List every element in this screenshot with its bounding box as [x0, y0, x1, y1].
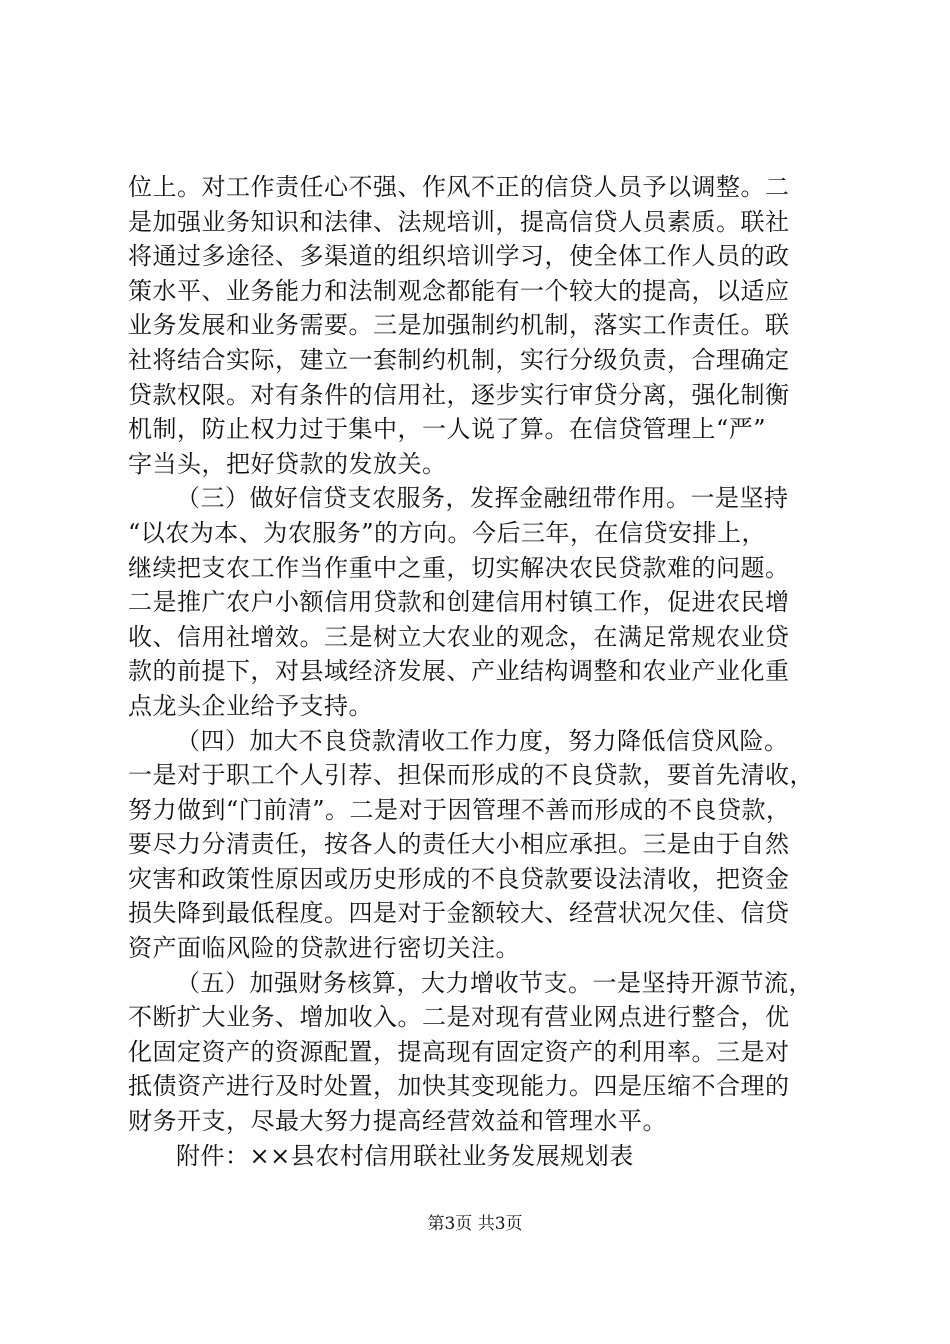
text-line: （四）加大不良贷款清收工作力度，努力降低信贷风险。 [176, 726, 789, 755]
text-line: （五）加强财务核算，大力增收节支。一是坚持开源节流， [176, 968, 813, 997]
text-line: 一是对于职工个人引荐、担保而形成的不良贷款，要首先清收， [128, 761, 814, 790]
text-line: （三）做好信贷支农服务，发挥金融纽带作用。一是坚持 [176, 484, 789, 513]
document-body [128, 170, 828, 1173]
text-line: 化固定资产的资源配置，提高现有固定资产的利用率。三是对 [128, 1037, 790, 1066]
text-line: 努力做到“门前清”。二是对于因管理不善而形成的不良贷款， [128, 795, 791, 824]
text-line: 将通过多途径、多渠道的组织培训学习，使全体工作人员的政 [128, 242, 790, 271]
text-line: 款的前提下，对县域经济发展、产业结构调整和农业产业化重 [128, 657, 790, 686]
text-line: 贷款权限。对有条件的信用社，逐步实行审贷分离，强化制衡 [128, 380, 790, 409]
text-line: 是加强业务知识和法律、法规培训，提高信贷人员素质。联社 [128, 207, 790, 236]
text-line: 收、信用社增效。三是树立大农业的观念，在满足常规农业贷 [128, 622, 790, 651]
text-line: 继续把支农工作当作重中之重，切实解决农民贷款难的问题。 [128, 553, 790, 582]
text-line: 业务发展和业务需要。三是加强制约机制，落实工作责任。联 [128, 311, 790, 340]
text-line: 要尽力分清责任，按各人的责任大小相应承担。三是由于自然 [128, 830, 790, 859]
text-line: 策水平、业务能力和法制观念都能有一个较大的提高，以适应 [128, 276, 790, 305]
page-footer: 第3页 共3页 [427, 1214, 523, 1234]
text-line: 点龙头企业给予支持。 [128, 691, 373, 720]
text-line: 损失降到最低程度。四是对于金额较大、经营状况欠佳、信贷 [128, 899, 790, 928]
text-line: 附件：××县农村信用联社业务发展规划表 [176, 1141, 634, 1170]
text-line: 位上。对工作责任心不强、作风不正的信贷人员予以调整。二 [128, 173, 790, 201]
text-line: “以农为本、为农服务”的方向。今后三年，在信贷安排上， [128, 518, 767, 547]
text-line: 抵债资产进行及时处置，加快其变现能力。四是压缩不合理的 [128, 1072, 790, 1101]
text-line: 灾害和政策性原因或历史形成的不良贷款要设法清收，把资金 [128, 864, 790, 893]
text-line: 不断扩大业务、增加收入。二是对现有营业网点进行整合，优 [128, 1003, 790, 1032]
text-line: 字当头，把好贷款的发放关。 [128, 449, 447, 478]
text-line: 机制，防止权力过于集中，一人说了算。在信贷管理上“严” [128, 415, 767, 444]
text-line: 二是推广农户小额信用贷款和创建信用村镇工作，促进农民增 [128, 588, 790, 617]
text-line: 社将结合实际，建立一套制约机制，实行分级负责，合理确定 [128, 345, 790, 374]
text-line: 财务开支，尽最大努力提高经营效益和管理水平。 [128, 1107, 667, 1136]
text-line: 资产面临风险的贷款进行密切关注。 [128, 934, 520, 963]
